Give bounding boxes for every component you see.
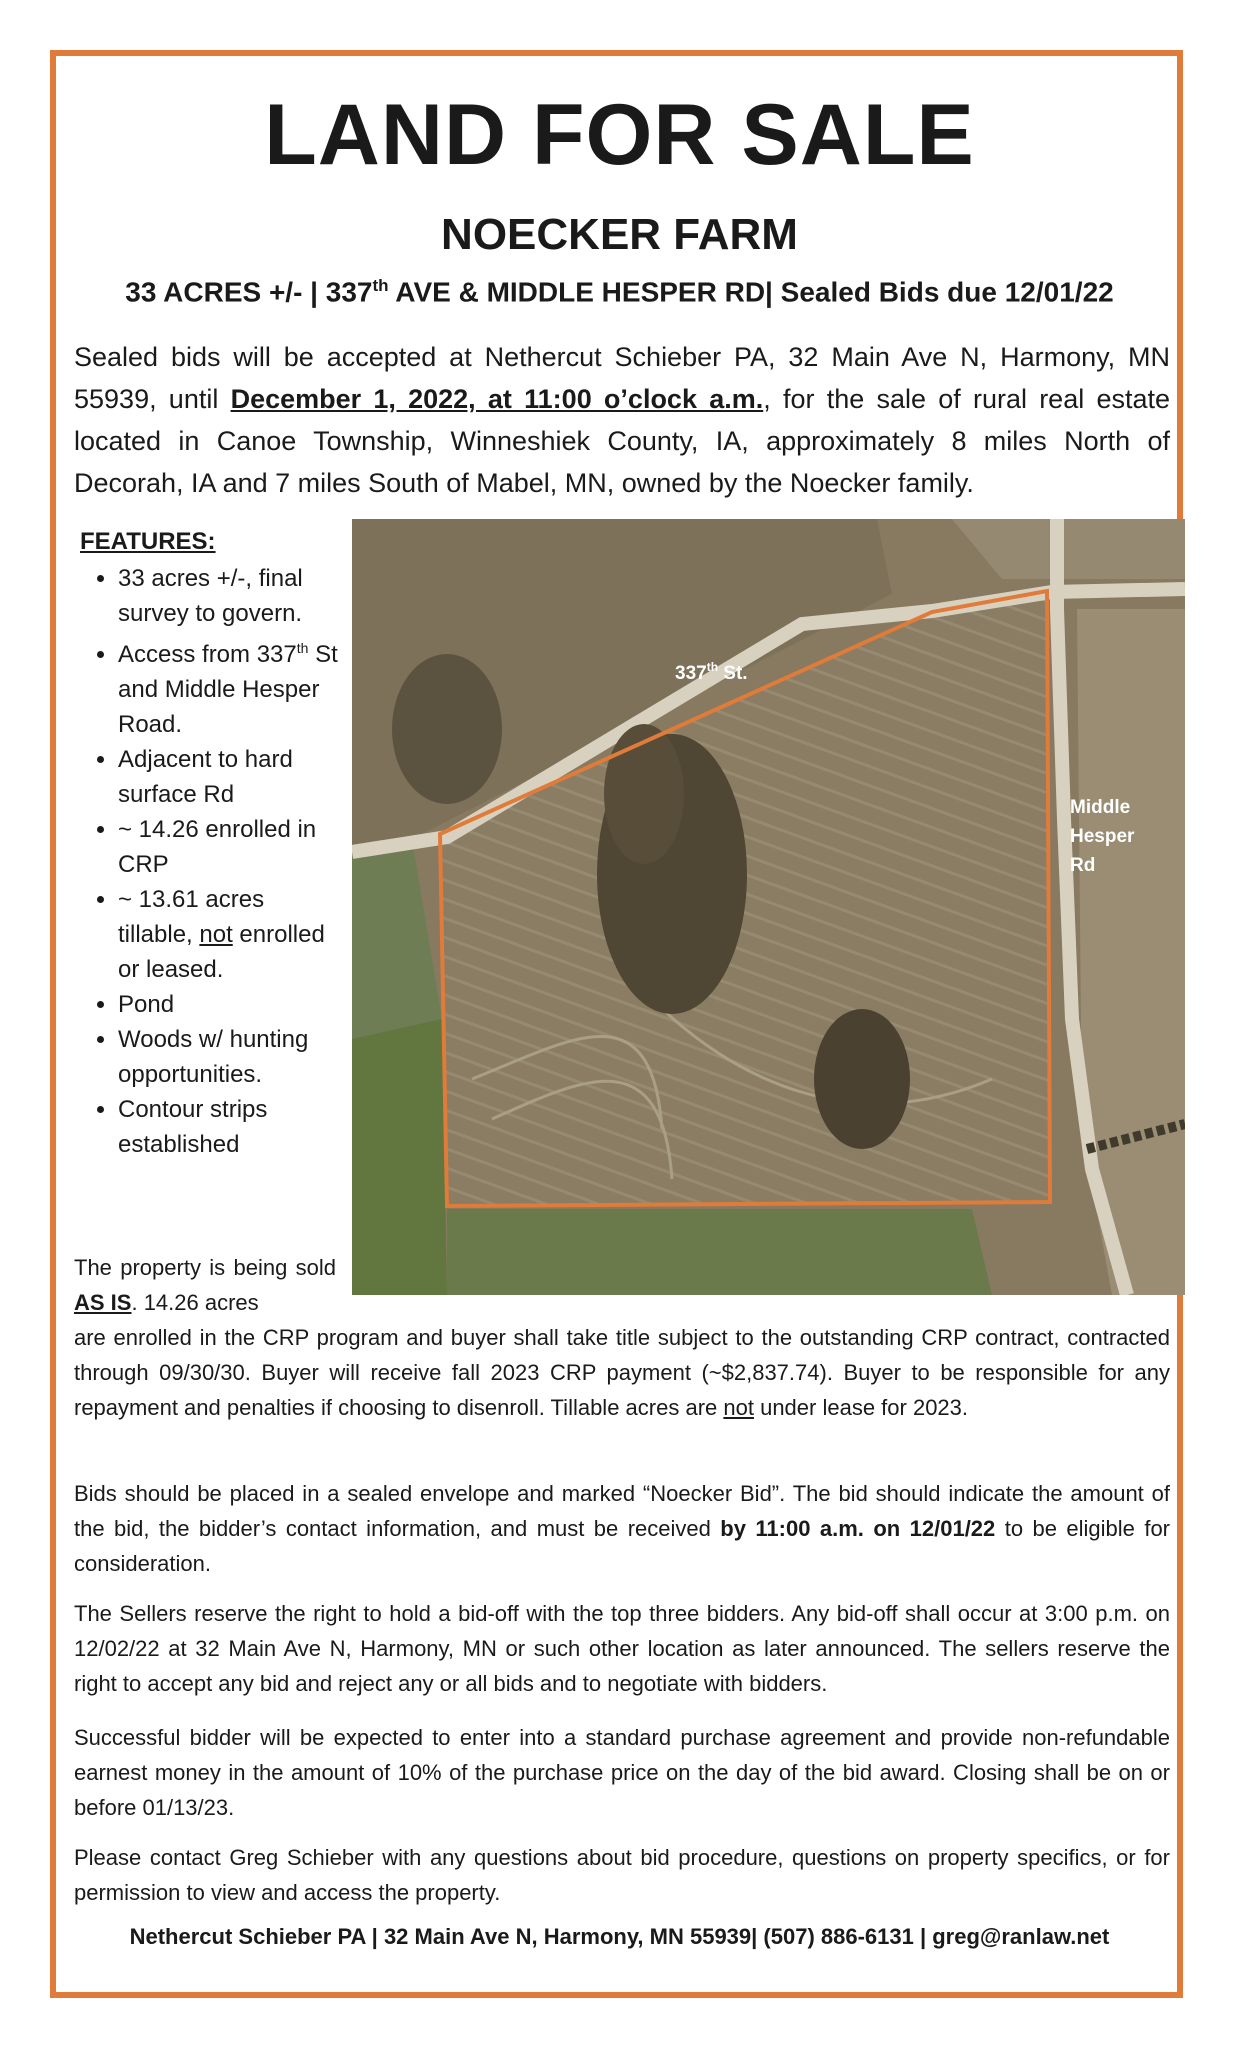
feature-item: • Adjacent to hard surface Rd xyxy=(118,742,344,812)
road-label-hesper: Hesper xyxy=(1070,826,1135,847)
as-is-text: AS IS xyxy=(74,1290,132,1315)
feature-item: • 33 acres +/-, final survey to govern. xyxy=(118,561,344,631)
road-label-rest: St. xyxy=(718,663,748,684)
as-is-before: The property is being sold xyxy=(74,1255,336,1280)
road-label-sup: th xyxy=(706,660,719,674)
page-title: LAND FOR SALE xyxy=(264,87,975,183)
feature-item: • Contour strips established xyxy=(118,1092,344,1162)
subheading-rest: AVE & MIDDLE HESPER RD| Sealed Bids due 12/01/22 xyxy=(388,276,1114,308)
feature-item-text: enrolled or leased. xyxy=(118,921,325,983)
as-is-after: . 14.26 acres xyxy=(131,1290,259,1315)
contact-paragraph: Please contact Greg Schieber with any questions about bid procedure, questions on property specifics, or for permission to view and access the property. xyxy=(74,1845,1170,1905)
feature-item-text: Access from 337 xyxy=(118,641,297,668)
intro-deadline: December 1, 2022, at 11:00 o’clock a.m. xyxy=(230,384,764,414)
feature-item: • ~ 14.26 enrolled in CRP xyxy=(118,812,344,882)
property-as-is-lead xyxy=(74,1250,336,1320)
southwest-green-field xyxy=(352,1019,447,1295)
crp-after: under lease for 2023. xyxy=(753,1395,969,1420)
south-field xyxy=(447,1209,992,1295)
crp-before: are enrolled in the CRP program and buyer shall take title subject to the outstanding CRP contract, contracted through 09/30/30. Buyer will receive fall 2023 CRP payment (~$2,837.74). Buyer to be responsible for any repayment and penalties if choosing to disenroll. Tillable acres are xyxy=(74,1325,1170,1420)
crp-paragraph xyxy=(74,1320,1170,1425)
subheading xyxy=(56,276,1183,308)
aerial-map-svg xyxy=(352,519,1185,1295)
feature-item-text: St and Middle Hesper Road. xyxy=(118,641,338,738)
bid-deadline: by 11:00 a.m. on 12/01/22 xyxy=(720,1516,996,1541)
crp-not: not xyxy=(723,1395,754,1420)
farm-name: NOECKER FARM xyxy=(441,210,798,259)
road-label-middle: Middle xyxy=(1070,797,1131,818)
feature-item-sup: th xyxy=(296,640,309,656)
feature-item-underline: not xyxy=(199,921,233,948)
tree-cluster xyxy=(392,654,502,804)
intro-before: Sealed bids will be accepted at Nethercut Schieber PA, 32 Main Ave N, Harmony, MN 55939, until xyxy=(74,342,1170,414)
bid-instructions-paragraph xyxy=(74,1476,1170,1581)
feature-item xyxy=(118,631,344,742)
intro-after: , for the sale of rural real estate located in Canoe Township, Winneshiek County, IA, approximately 8 miles North of Decorah, IA and 7 miles South of Mabel, MN, owned by the Noecker family. xyxy=(74,384,1170,498)
purchase-agreement-paragraph: Successful bidder will be expected to enter into a standard purchase agreement and provide non-refundable earnest money in the amount of 10% of the purchase price on the day of the bid award. Closing shall be on or before 01/13/23. xyxy=(74,1725,1170,1820)
road-label-rd: Rd xyxy=(1070,855,1096,876)
bid-off-paragraph: The Sellers reserve the right to hold a bid-off with the top three bidders. Any bid-off shall occur at 3:00 p.m. on 12/02/22 at 32 Main Ave N, Harmony, MN or such other location as later announced. The sellers reserve the right to accept any bid and reject any or all bids and to negotiate with bidders. xyxy=(74,1601,1170,1696)
features-heading: FEATURES: xyxy=(80,528,216,555)
features-list xyxy=(74,524,344,1162)
feature-item-text: ~ 13.61 acres tillable, xyxy=(118,886,265,948)
feature-item: • Woods w/ hunting opportunities. xyxy=(118,1022,344,1092)
bid-before: Bids should be placed in a sealed envelope and marked “Noecker Bid”. The bid should indicate the amount of the bid, the bidder’s contact information, and must be received xyxy=(74,1481,1170,1541)
intro-paragraph xyxy=(74,336,1170,504)
woods-area xyxy=(604,724,684,864)
aerial-map xyxy=(352,519,1185,1295)
bid-after: to be eligible for consideration. xyxy=(74,1516,1171,1576)
subheading-sup: th xyxy=(372,276,389,295)
road-label-num: 337 xyxy=(675,663,707,684)
feature-item: • Pond xyxy=(118,987,344,1022)
woods-grove xyxy=(814,1009,910,1149)
feature-item xyxy=(118,882,344,987)
subheading-acres: 33 ACRES +/- | 337 xyxy=(125,276,373,308)
footer-contact: Nethercut Schieber PA | 32 Main Ave N, Harmony, MN 55939| (507) 886-6131 | greg@ranlaw.net xyxy=(129,1924,1110,1949)
features-items xyxy=(74,561,344,1162)
